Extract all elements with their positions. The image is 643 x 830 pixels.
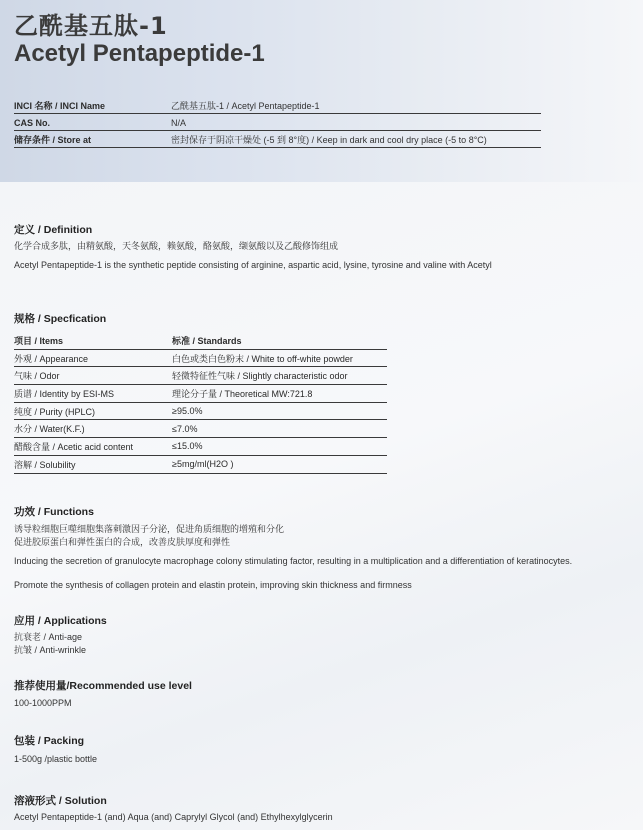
info-value: 密封保存于阴凉干燥处 (-5 到 8°度) / Keep in dark and cool dry place (-5 to 8°C) (171, 135, 487, 145)
spec-row (14, 367, 387, 385)
applications-heading: 应用 / Applications (14, 615, 107, 627)
packing-heading: 包装 / Packing (14, 735, 85, 747)
spec-item: 纯度 / Purity (HPLC) (14, 406, 96, 417)
spec-row (14, 420, 387, 438)
functions-text-cn-1: 诱导粒细胞巨噬细胞集落刺激因子分泌，促进角质细胞的增殖和分化 (14, 524, 285, 534)
definition-text-cn: 化学合成多肽，由精氨酸，天冬氨酸，赖氨酸，酪氨酸，缬氨酸以及乙酸修饰组成 (14, 241, 339, 251)
spec-row (14, 456, 387, 474)
title-english: Acetyl Pentapeptide-1 (14, 40, 265, 67)
spec-item: 外观 / Appearance (14, 353, 89, 364)
title-chinese: 乙酰基五肽-1 (14, 12, 168, 40)
functions-text-en-2: Promote the synthesis of collagen protein and elastin protein, improving skin thickness and firmness (14, 580, 412, 590)
application-item: 抗衰老 / Anti-age (14, 632, 83, 642)
functions-text-cn-2: 促进胶原蛋白和弹性蛋白的合成，改善皮肤厚度和弹性 (14, 537, 231, 547)
specification-table (14, 332, 387, 474)
definition-heading: 定义 / Definition (14, 224, 93, 236)
spec-item: 质谱 / Identity by ESI-MS (14, 388, 115, 399)
info-row-cas (14, 115, 541, 131)
info-label: 储存条件 / Store at (14, 135, 92, 145)
spec-item: 水分 / Water(K.F.) (14, 424, 85, 435)
body-background (0, 182, 643, 830)
spec-standard: ≤15.0% (172, 441, 203, 452)
packing-value: 1-500g /plastic bottle (14, 754, 98, 764)
spec-row (14, 350, 387, 368)
spec-row (14, 385, 387, 403)
spec-standard: 轻微特征性气味 / Slightly characteristic odor (172, 371, 348, 382)
info-label: INCI 名称 / INCI Name (14, 101, 106, 111)
spec-standard: ≤7.0% (172, 423, 198, 434)
use-level-heading: 推荐使用量/Recommended use level (14, 680, 192, 692)
info-row-inci (14, 98, 541, 114)
spec-header-item: 项目 / Items (14, 335, 64, 346)
info-value: 乙酰基五肽-1 / Acetyl Pentapeptide-1 (171, 101, 320, 111)
spec-standard: ≥5mg/ml(H2O ) (172, 459, 234, 470)
definition-text-en: Acetyl Pentapeptide-1 is the synthetic peptide consisting of arginine, aspartic acid, lysine, tyrosine and valine with Acetyl (14, 260, 492, 270)
spec-row (14, 438, 387, 456)
functions-heading: 功效 / Functions (14, 506, 94, 518)
use-level-value: 100-1000PPM (14, 698, 72, 708)
info-table (14, 98, 541, 149)
solution-value: Acetyl Pentapeptide-1 (and) Aqua (and) Caprylyl Glycol (and) Ethylhexylglycerin (14, 812, 333, 822)
functions-text-en-1: Inducing the secretion of granulocyte macrophage colony stimulating factor, resulting in a multiplication and a differentiation of keratinocytes. (14, 556, 573, 566)
spec-header-standard: 标准 / Standards (172, 335, 242, 346)
spec-standard: ≥95.0% (172, 406, 203, 417)
spec-item: 气味 / Odor (14, 371, 60, 382)
info-value: N/A (171, 117, 187, 128)
spec-item: 溶解 / Solubility (14, 459, 76, 470)
solution-heading: 溶液形式 / Solution (14, 795, 107, 807)
spec-header-row (14, 332, 387, 350)
spec-standard: 白色或类白色粉末 / White to off-white powder (172, 353, 353, 364)
info-row-store (14, 132, 541, 148)
application-item: 抗皱 / Anti-wrinkle (14, 645, 87, 655)
info-label: CAS No. (14, 117, 50, 128)
spec-item: 醋酸含量 / Acetic acid content (14, 441, 134, 452)
spec-row (14, 403, 387, 421)
specification-heading: 规格 / Specfication (14, 313, 107, 325)
spec-standard: 理论分子量 / Theoretical MW:721.8 (172, 388, 313, 399)
